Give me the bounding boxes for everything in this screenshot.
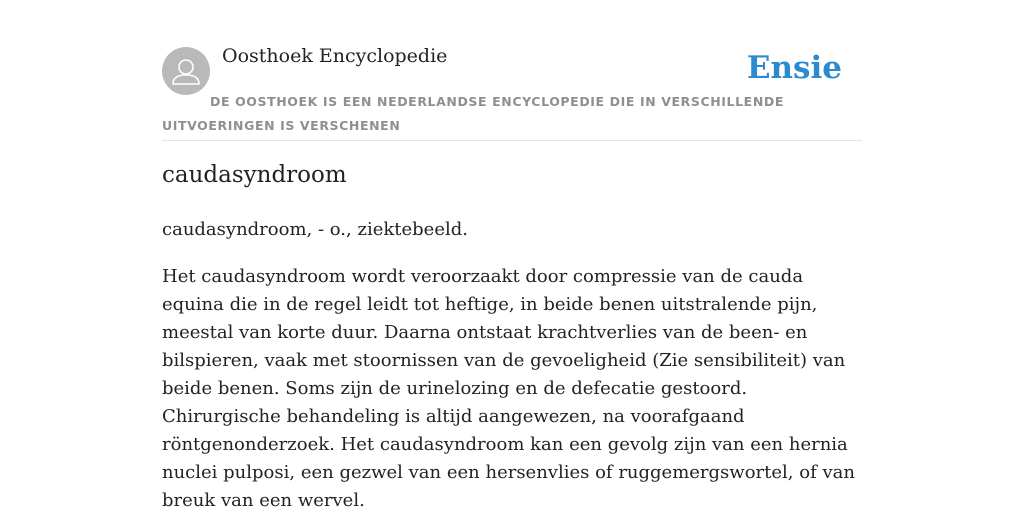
user-silhouette-icon	[162, 47, 210, 95]
article-body: Het caudasyndroom wordt veroorzaakt door compressie van de cauda equina die in de regel leidt tot heftige, in beide benen uitstralende pijn, meestal van korte duur. Daarna ontstaat krachtverlies van de been- en bilspieren, vaak met stoornissen van de gevoeligheid (Zie sensibiliteit) van beide benen. Soms zijn de urinelozing en de defecatie gestoord. Chirurgische behandeling is altijd aangewezen, na voorafgaand röntgenonderzoek. Het caudasyndroom kan een gevolg zijn van een hernia nuclei pulposi, een gezwel van een hersenvlies of ruggemergswortel, of van breuk van een wervel.	[162, 266, 855, 511]
article-title: caudasyndroom	[162, 162, 347, 188]
article-lead: caudasyndroom, - o., ziektebeeld.	[162, 219, 468, 240]
source-avatar[interactable]	[162, 47, 210, 95]
source-name[interactable]: Oosthoek Encyclopedie	[222, 45, 448, 67]
brand-logo[interactable]: Ensie	[746, 50, 842, 86]
source-header	[162, 40, 862, 141]
source-tagline: DE OOSTHOEK IS EEN NEDERLANDSE ENCYCLOPEDIE DIE IN VERSCHILLENDE UITVOERINGEN IS VERSCHENEN	[162, 94, 784, 133]
